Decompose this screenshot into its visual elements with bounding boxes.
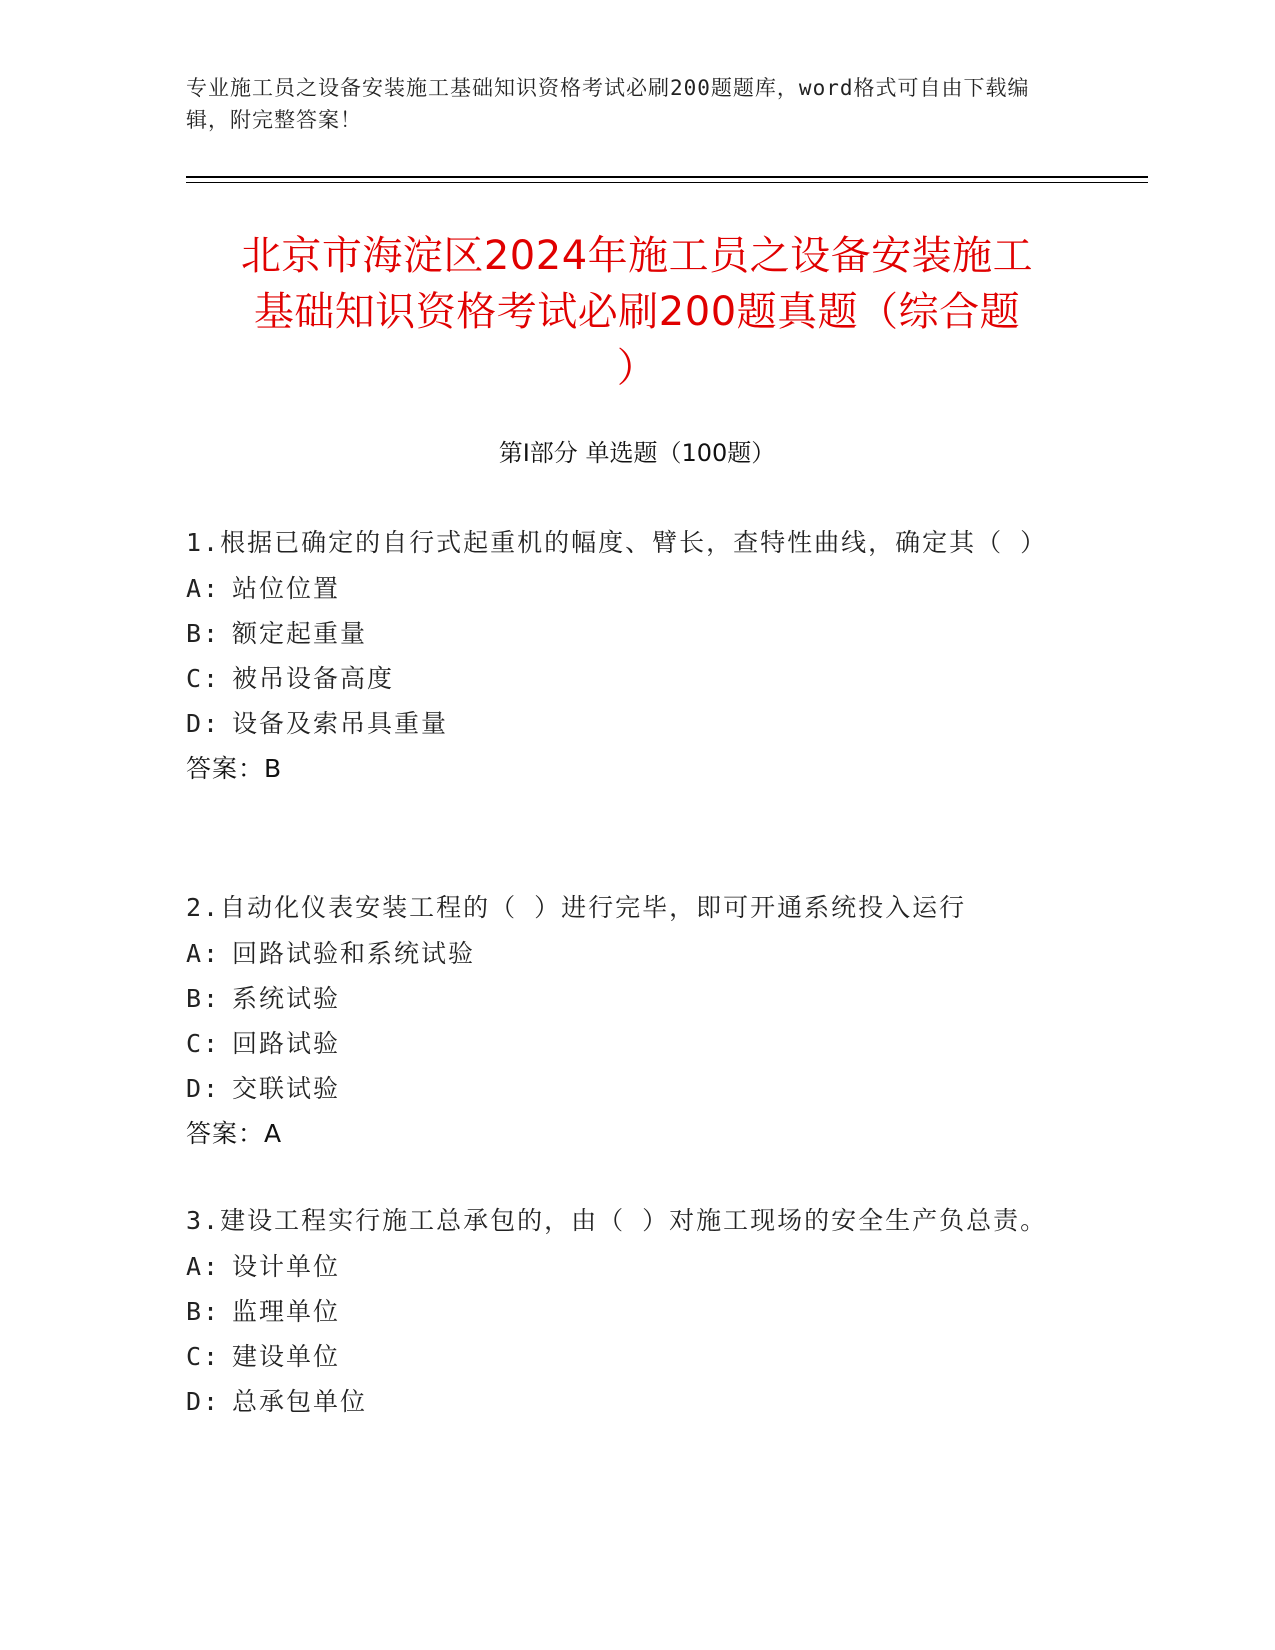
option-d: [186, 701, 1076, 746]
option-text: 回路试验和系统试验: [232, 939, 476, 968]
option-c: [186, 1021, 1076, 1066]
option-text: 系统试验: [232, 984, 341, 1013]
option-c: [186, 1334, 1076, 1379]
option-text: 额定起重量: [232, 619, 368, 648]
option-d: [186, 1379, 1076, 1424]
option-text: 站位位置: [232, 574, 341, 603]
header-divider-thin: [186, 182, 1148, 183]
question-stem: 1.根据已确定的自行式起重机的幅度、臂长，查特性曲线，确定其（ ）: [186, 528, 1048, 557]
question-3: [186, 1198, 1076, 1424]
document-title-line-1: 北京市海淀区2024年施工员之设备安装施工: [240, 233, 1034, 279]
question-1: [186, 520, 1076, 792]
answer-line: 答案：B: [186, 754, 283, 783]
option-letter: A:: [186, 1252, 221, 1281]
option-text: 监理单位: [232, 1297, 341, 1326]
option-a: [186, 1244, 1076, 1289]
option-letter: A:: [186, 939, 221, 968]
option-text: 被吊设备高度: [232, 664, 395, 693]
option-text: 设计单位: [232, 1252, 341, 1281]
option-a: [186, 931, 1076, 976]
option-b: [186, 1289, 1076, 1334]
question-stem: 2.自动化仪表安装工程的（ ）进行完毕，即可开通系统投入运行: [186, 893, 967, 922]
option-letter: B:: [186, 984, 221, 1013]
option-letter: D:: [186, 1074, 221, 1103]
option-b: [186, 976, 1076, 1021]
option-b: [186, 611, 1076, 656]
option-a: [186, 566, 1076, 611]
option-text: 交联试验: [232, 1074, 341, 1103]
option-letter: D:: [186, 1387, 221, 1416]
option-text: 设备及索吊具重量: [232, 709, 449, 738]
document-title-line-2: 基础知识资格考试必刷200题真题（综合题: [253, 289, 1021, 335]
option-letter: C:: [186, 1029, 221, 1058]
question-stem: 3.建设工程实行施工总承包的，由（ ）对施工现场的安全生产负总责。: [186, 1206, 1048, 1235]
question-2: [186, 885, 1076, 1157]
option-letter: A:: [186, 574, 221, 603]
option-c: [186, 656, 1076, 701]
option-text: 总承包单位: [232, 1387, 368, 1416]
document-title-line-3: ）: [616, 345, 658, 391]
answer-line: 答案：A: [186, 1119, 283, 1148]
header-divider-thick: [186, 176, 1148, 178]
option-letter: B:: [186, 619, 221, 648]
option-text: 建设单位: [232, 1342, 341, 1371]
option-text: 回路试验: [232, 1029, 341, 1058]
option-d: [186, 1066, 1076, 1111]
option-letter: C:: [186, 664, 221, 693]
option-letter: C:: [186, 1342, 221, 1371]
header-note: 专业施工员之设备安装施工基础知识资格考试必刷200题题库，word格式可自由下载编辑，附完整答案！: [186, 76, 1030, 132]
section-heading: 第Ⅰ部分 单选题（100题）: [498, 439, 776, 467]
document-title: [176, 228, 1098, 396]
option-letter: B:: [186, 1297, 221, 1326]
option-letter: D:: [186, 709, 221, 738]
